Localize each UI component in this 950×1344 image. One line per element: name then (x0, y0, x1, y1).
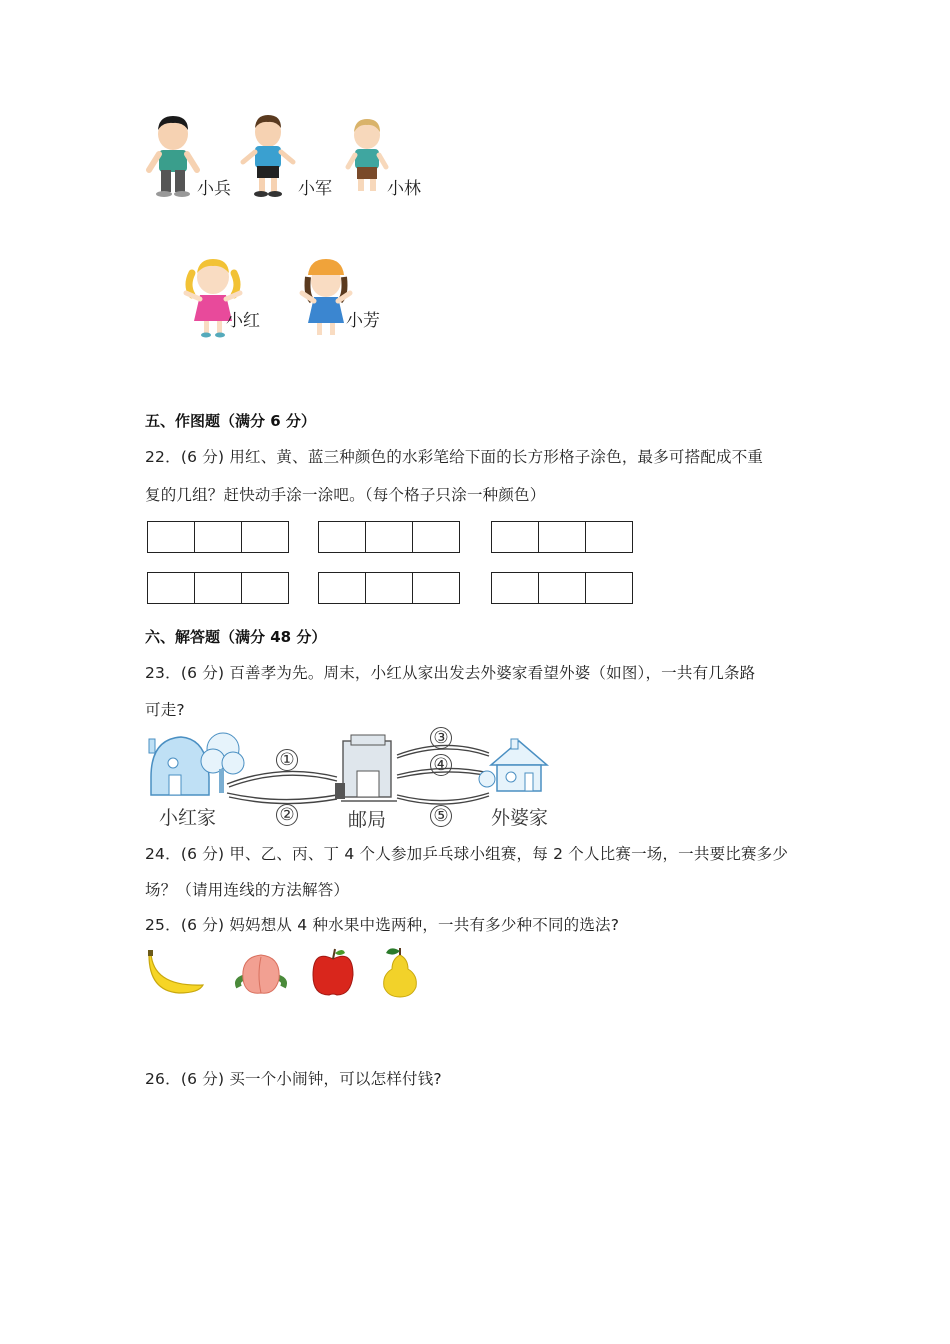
route-map (145, 727, 565, 832)
color-grid[interactable] (147, 572, 289, 604)
q22-line2: 复的几组？赶快动手涂一涂吧。（每个格子只涂一种颜色） (145, 486, 546, 504)
kid-xiaofang (298, 257, 398, 343)
kid-name: 小林 (387, 179, 421, 199)
peach-icon (233, 947, 289, 999)
color-grid[interactable] (318, 572, 460, 604)
q25-line1: 25．(6 分) 妈妈想从 4 种水果中选两种，一共有多少种不同的选法? (145, 916, 620, 934)
color-grid[interactable] (147, 521, 289, 553)
color-grid[interactable] (491, 521, 633, 553)
home-label: 小红家 (159, 807, 217, 829)
apple-icon (309, 945, 357, 999)
q23-line2: 可走? (145, 701, 185, 719)
q24-line2: 场？（请用连线的方法解答） (145, 881, 350, 899)
grandma-label: 外婆家 (491, 807, 549, 829)
post-office-icon (335, 735, 397, 801)
boy-blond-hair-icon (345, 115, 389, 195)
route-3-label: ③ (430, 727, 452, 749)
kid-xiaojun (240, 112, 340, 198)
kid-name: 小兵 (197, 179, 231, 199)
boy-black-hair-icon (145, 112, 201, 198)
q24-line1: 24．(6 分) 甲、乙、丙、丁 4 个人参加乒乓球小组赛，每 2 个人比赛一场，一共要比赛多少 (145, 845, 789, 863)
q23-line1: 23．(6 分) 百善孝为先。周末，小红从家出发去外婆家看望外婆（如图），一共有几条路 (145, 664, 756, 682)
color-grid[interactable] (318, 521, 460, 553)
post-office-label: 邮局 (348, 809, 387, 831)
route-1-label: ① (276, 749, 298, 771)
section5-title: 五、作图题（满分 6 分） (145, 412, 316, 430)
route-5-label: ⑤ (430, 805, 452, 827)
q22-line1: 22．(6 分) 用红、黄、蓝三种颜色的水彩笔给下面的长方形格子涂色，最多可搭配成不重 (145, 448, 764, 466)
pear-icon (378, 945, 422, 999)
banana-icon (145, 947, 209, 997)
kid-name: 小芳 (346, 311, 380, 331)
kid-name: 小红 (226, 311, 260, 331)
q26-line1: 26．(6 分) 买一个小闹钟，可以怎样付钱? (145, 1070, 442, 1088)
route-2-label: ② (276, 804, 298, 826)
grandma-house-icon (479, 739, 547, 791)
route-4-label: ④ (430, 754, 452, 776)
kid-xiaohong (182, 255, 282, 343)
boy-brown-hair-icon (240, 112, 296, 198)
section6-title: 六、解答题（满分 48 分） (145, 628, 327, 646)
kid-xiaolin (345, 115, 435, 201)
color-grid[interactable] (491, 572, 633, 604)
kid-name: 小军 (298, 179, 332, 199)
fruits-row (145, 945, 435, 1001)
home-house-icon (149, 737, 209, 795)
kid-xiaobing (145, 112, 235, 198)
